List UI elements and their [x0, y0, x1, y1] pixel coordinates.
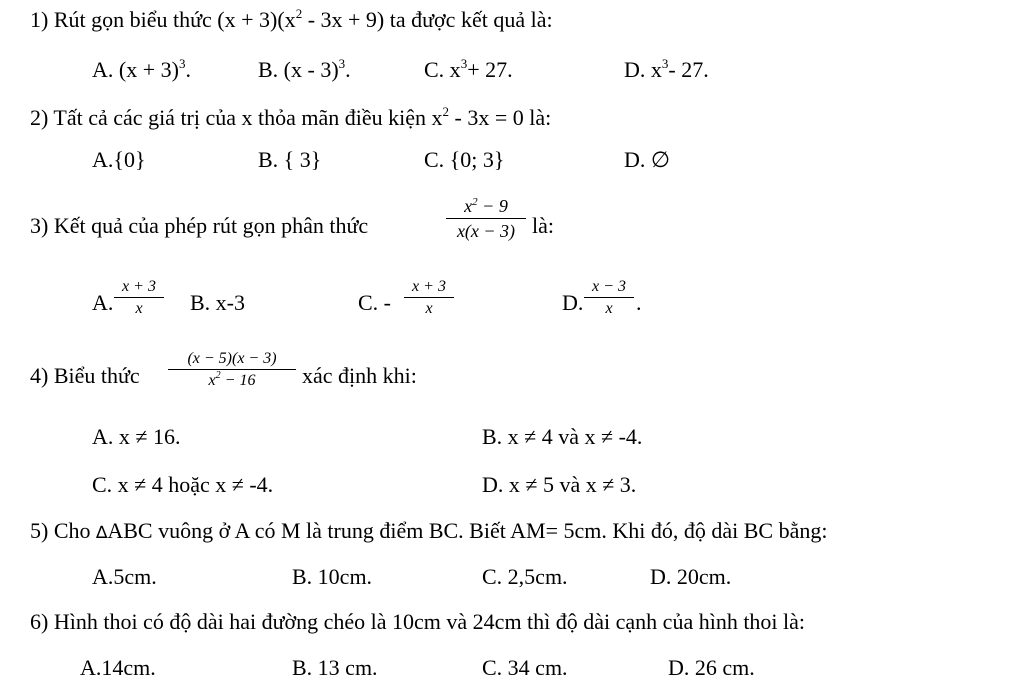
q3-d-num: x − 3: [592, 278, 626, 295]
q2-stem-exp: 2: [442, 104, 450, 119]
q3-d-bar: [584, 297, 634, 298]
q4-fraction: [168, 349, 296, 390]
q1-d-end: - 27.: [668, 57, 709, 82]
q1-b-end: .: [345, 57, 351, 82]
q2-stem-suffix: - 3x = 0 là:: [449, 105, 552, 130]
q2-option-d[interactable]: D. ∅: [624, 147, 671, 172]
q5-stem-prefix: 5) Cho: [30, 518, 96, 543]
q4-frac-den-rest: − 16: [220, 372, 256, 389]
q4-frac-den-exp: 2: [215, 370, 221, 381]
q1-b-exp: 3: [338, 56, 346, 71]
q3-a-den: x: [135, 300, 143, 317]
q4-frac-den: [168, 371, 296, 390]
q1-option-a[interactable]: [92, 57, 191, 83]
q5-option-c[interactable]: C. 2,5cm.: [482, 564, 568, 589]
q3-stem-end: là:: [532, 213, 554, 238]
q1-stem: [30, 7, 553, 33]
q3-option-d-label[interactable]: D.: [562, 290, 584, 315]
q1-stem-prefix: 1) Rút gọn biểu thức (x + 3)(x: [30, 7, 296, 32]
q3-frac-num: [446, 195, 526, 217]
q1-d-exp: 3: [661, 56, 669, 71]
q5-option-d[interactable]: D. 20cm.: [650, 564, 732, 589]
q3-option-c-fraction[interactable]: [404, 277, 454, 318]
q2-stem-prefix: 2) Tất cả các giá trị của x thỏa mãn điều kiện x: [30, 105, 443, 130]
q3-frac-num-rest: − 9: [477, 196, 508, 216]
q4-stem-end: xác định khi:: [302, 363, 417, 388]
q4-frac-bar: [168, 369, 296, 370]
q3-option-c-label[interactable]: C. -: [358, 290, 391, 315]
q3-option-d-end: .: [636, 290, 642, 315]
q3-frac-den: x(x − 3): [456, 221, 516, 241]
q4-option-a[interactable]: A. x ≠ 16.: [92, 424, 181, 449]
q6-option-d[interactable]: D. 26 cm.: [668, 655, 755, 680]
q4-option-c[interactable]: C. x ≠ 4 hoặc x ≠ -4.: [92, 472, 274, 497]
q1-stem-suffix: - 3x + 9) ta được kết quả là:: [302, 7, 553, 32]
q3-c-bar: [404, 297, 454, 298]
q1-d-label: D. x: [624, 57, 662, 82]
q1-c-end: + 27.: [467, 57, 513, 82]
q1-stem-exp: 2: [295, 6, 303, 21]
q1-b-label: B. (x - 3): [258, 57, 339, 82]
q3-a-num: x + 3: [122, 278, 156, 295]
q3-fraction: [446, 195, 526, 242]
q3-c-den: x: [425, 300, 433, 317]
q3-d-den: x: [605, 300, 613, 317]
q2-option-c[interactable]: C. {0; 3}: [424, 147, 505, 172]
q1-a-exp: 3: [178, 56, 186, 71]
q2-option-b[interactable]: B. { 3}: [258, 147, 322, 172]
q3-option-d-fraction[interactable]: [584, 277, 634, 318]
q1-a-end: .: [185, 57, 191, 82]
q1-option-b[interactable]: [258, 57, 351, 83]
q5-stem: [30, 518, 827, 546]
q3-a-bar: [114, 297, 164, 298]
q3-frac-num-base: x: [464, 196, 473, 216]
q5-option-b[interactable]: B. 10cm.: [292, 564, 373, 589]
q6-option-b[interactable]: B. 13 cm.: [292, 655, 378, 680]
q2-stem: [30, 105, 551, 131]
q1-c-label: C. x: [424, 57, 461, 82]
q3-stem: 3) Kết quả của phép rút gọn phân thức: [30, 213, 369, 238]
q3-frac-bar: [446, 218, 526, 219]
q1-c-exp: 3: [460, 56, 468, 71]
q3-frac-num-exp: 2: [472, 196, 478, 208]
q6-stem: 6) Hình thoi có độ dài hai đường chéo là 10cm và 24cm thì độ dài cạnh của hình thoi là:: [30, 609, 806, 634]
q5-option-a[interactable]: A.5cm.: [92, 564, 157, 589]
q5-stem-suffix: ABC vuông ở A có M là trung điểm BC. Biết AM= 5cm. Khi đó, độ dài BC bằng:: [107, 518, 828, 543]
q3-option-a-label[interactable]: A.: [92, 290, 114, 315]
q3-c-num: x + 3: [412, 278, 446, 295]
q1-option-c[interactable]: [424, 57, 513, 83]
q6-option-a[interactable]: A.14cm.: [80, 655, 156, 680]
q4-frac-num: (x − 5)(x − 3): [187, 350, 277, 367]
q4-option-b[interactable]: B. x ≠ 4 và x ≠ -4.: [482, 424, 643, 449]
q1-option-d[interactable]: [624, 57, 709, 83]
q6-option-c[interactable]: C. 34 cm.: [482, 655, 568, 680]
triangle-icon: ∆: [96, 523, 108, 543]
q2-option-a[interactable]: A.{0}: [92, 147, 146, 172]
q1-a-label: A. (x + 3): [92, 57, 179, 82]
q4-frac-den-base: x: [208, 372, 216, 389]
q3-option-a-fraction[interactable]: [114, 277, 164, 318]
q3-option-b[interactable]: B. x-3: [190, 290, 245, 315]
q4-option-d[interactable]: D. x ≠ 5 và x ≠ 3.: [482, 472, 637, 497]
q4-stem: 4) Biểu thức: [30, 363, 140, 388]
